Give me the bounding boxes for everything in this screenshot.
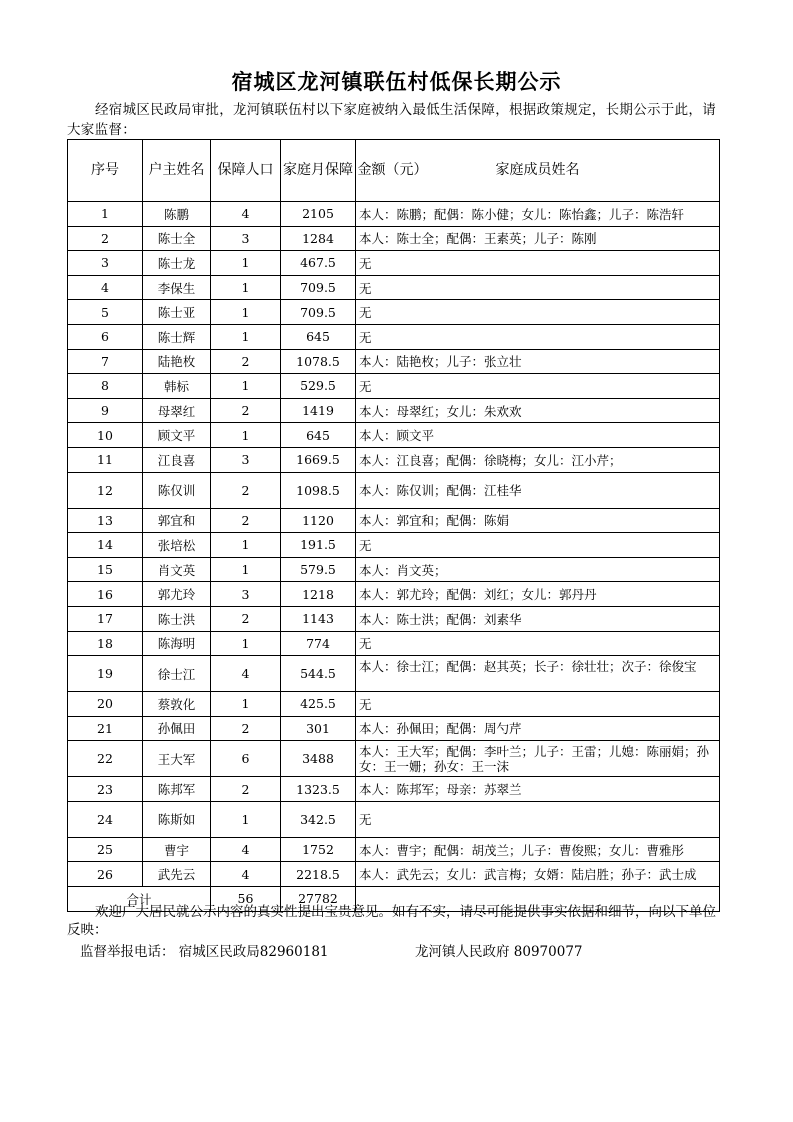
row-head-name: 陈斯如 [143,801,211,837]
row-count: 1 [211,423,281,448]
header-index: 序号 [68,140,143,202]
table-row [68,300,720,325]
table-row [68,837,720,862]
row-count: 2 [211,777,281,802]
row-index: 14 [68,533,143,558]
row-members: 本人：陈邦军；母亲：苏翠兰 [356,777,720,802]
table-row [68,398,720,423]
total-amount: 27782 [281,887,356,912]
contact-civil-affairs: 监督举报电话： 宿城区民政局82960181 [80,944,329,960]
row-index: 1 [68,202,143,227]
row-amount: 2218.5 [281,862,356,887]
row-amount: 529.5 [281,374,356,399]
row-index: 6 [68,324,143,349]
row-head-name: 陈士全 [143,226,211,251]
row-count: 1 [211,324,281,349]
table-row [68,374,720,399]
row-amount: 3488 [281,741,356,777]
row-amount: 1143 [281,606,356,631]
row-index: 10 [68,423,143,448]
row-count: 3 [211,582,281,607]
row-amount: 1078.5 [281,349,356,374]
row-members: 本人：郭宜和；配偶：陈娟 [356,508,720,533]
table-row [68,801,720,837]
table-row [68,692,720,717]
row-head-name: 陈鹏 [143,202,211,227]
row-index: 21 [68,716,143,741]
row-members: 本人：母翠红；女儿：朱欢欢 [356,398,720,423]
row-index: 22 [68,741,143,777]
row-amount: 301 [281,716,356,741]
row-members: 本人：孙佩田；配偶：周勺芹 [356,716,720,741]
row-count: 2 [211,606,281,631]
row-count: 3 [211,226,281,251]
intro-paragraph: 经宿城区民政局审批，龙河镇联伍村以下家庭被纳入最低生活保障，根据政策规定，长期公示于此，请大家监督： [67,102,716,138]
row-members: 无 [356,631,720,656]
row-count: 1 [211,275,281,300]
footer-note: 欢迎广大居民就公示内容的真实性提出宝贵意见。如有不实，请尽可能提供事实依据和细节，向以下单位反映： [67,904,716,938]
row-index: 5 [68,300,143,325]
row-members: 本人：陈仅训；配偶：江桂华 [356,472,720,508]
row-index: 13 [68,508,143,533]
row-index: 8 [68,374,143,399]
row-members: 本人：曹宇；配偶：胡茂兰；儿子：曹俊熙；女儿：曹雅彤 [356,837,720,862]
row-amount: 1669.5 [281,447,356,472]
row-count: 2 [211,398,281,423]
row-amount: 1120 [281,508,356,533]
row-head-name: 郭宜和 [143,508,211,533]
row-head-name: 曹宇 [143,837,211,862]
row-amount: 544.5 [281,656,356,692]
row-count: 1 [211,533,281,558]
row-index: 2 [68,226,143,251]
row-count: 1 [211,300,281,325]
row-members: 本人：王大军；配偶：李叶兰；儿子：王雷；儿媳：陈丽娟；孙女：王一姗；孙女：王一沫 [356,741,720,777]
table-row [68,423,720,448]
header-count: 保障人口 [211,140,281,202]
row-members: 本人：顾文平 [356,423,720,448]
row-amount: 774 [281,631,356,656]
table-row [68,716,720,741]
row-count: 4 [211,202,281,227]
row-head-name: 郭尤玲 [143,582,211,607]
row-amount: 645 [281,423,356,448]
row-members: 本人：江良喜；配偶：徐晓梅；女儿：江小芹； [356,447,720,472]
row-head-name: 陆艳枚 [143,349,211,374]
row-index: 9 [68,398,143,423]
row-count: 2 [211,508,281,533]
row-members: 无 [356,251,720,276]
row-count: 2 [211,716,281,741]
row-head-name: 母翠红 [143,398,211,423]
row-members: 无 [356,374,720,399]
row-members: 无 [356,801,720,837]
row-amount: 645 [281,324,356,349]
row-head-name: 陈海明 [143,631,211,656]
row-amount: 342.5 [281,801,356,837]
row-amount: 1323.5 [281,777,356,802]
row-head-name: 肖文英 [143,557,211,582]
row-head-name: 徐士江 [143,656,211,692]
row-amount: 1419 [281,398,356,423]
row-index: 18 [68,631,143,656]
row-index: 11 [68,447,143,472]
table-row [68,324,720,349]
table-row [68,447,720,472]
row-count: 1 [211,801,281,837]
row-head-name: 江良喜 [143,447,211,472]
row-members: 无 [356,275,720,300]
row-members: 本人：徐士江；配偶：赵其英；长子：徐壮壮；次子：徐俊宝 [356,656,720,692]
row-amount: 191.5 [281,533,356,558]
row-count: 1 [211,251,281,276]
row-members: 无 [356,533,720,558]
table-row [68,862,720,887]
row-head-name: 陈士亚 [143,300,211,325]
row-members: 无 [356,692,720,717]
row-members: 无 [356,300,720,325]
table-row [68,741,720,777]
row-count: 1 [211,631,281,656]
row-head-name: 陈邦军 [143,777,211,802]
table-row [68,631,720,656]
row-head-name: 陈仅训 [143,472,211,508]
table-row [68,349,720,374]
table-row [68,606,720,631]
row-head-name: 蔡敦化 [143,692,211,717]
table-row [68,275,720,300]
row-head-name: 陈士辉 [143,324,211,349]
row-amount: 709.5 [281,300,356,325]
row-head-name: 陈士龙 [143,251,211,276]
row-count: 1 [211,692,281,717]
row-index: 25 [68,837,143,862]
header-members: 家庭成员姓名 [356,140,720,202]
row-head-name: 李保生 [143,275,211,300]
row-members: 本人：肖文英； [356,557,720,582]
header-amount: 家庭月保障 金额（元） [281,140,356,202]
row-count: 2 [211,472,281,508]
table-row [68,656,720,692]
row-head-name: 顾文平 [143,423,211,448]
row-index: 26 [68,862,143,887]
header-head-name: 户主姓名 [143,140,211,202]
row-amount: 2105 [281,202,356,227]
table-row [68,533,720,558]
row-count: 4 [211,656,281,692]
row-amount: 1752 [281,837,356,862]
row-index: 3 [68,251,143,276]
row-index: 15 [68,557,143,582]
row-members: 本人：武先云；女儿：武言梅；女婿：陆启胜；孙子：武士成 [356,862,720,887]
row-amount: 1284 [281,226,356,251]
row-index: 16 [68,582,143,607]
table-row [68,202,720,227]
table-row [68,226,720,251]
row-members: 本人：陈士洪；配偶：刘素华 [356,606,720,631]
row-members: 本人：陈士全；配偶：王素英；儿子：陈刚 [356,226,720,251]
row-count: 4 [211,837,281,862]
row-members: 本人：陈鹏；配偶：陈小健；女儿：陈怡鑫；儿子：陈浩轩 [356,202,720,227]
table-row [68,472,720,508]
table-row [68,777,720,802]
table-row [68,557,720,582]
row-amount: 467.5 [281,251,356,276]
table-row [68,582,720,607]
row-amount: 1218 [281,582,356,607]
row-index: 24 [68,801,143,837]
row-amount: 709.5 [281,275,356,300]
row-count: 1 [211,374,281,399]
row-head-name: 王大军 [143,741,211,777]
row-index: 19 [68,656,143,692]
row-index: 20 [68,692,143,717]
row-members: 无 [356,324,720,349]
table-row [68,508,720,533]
subsidy-table [67,139,720,912]
row-members: 本人：陆艳枚；儿子：张立壮 [356,349,720,374]
row-index: 17 [68,606,143,631]
row-count: 6 [211,741,281,777]
table-header-row [68,140,720,202]
row-count: 2 [211,349,281,374]
page-title: 宿城区龙河镇联伍村低保长期公示 [231,69,562,94]
row-index: 12 [68,472,143,508]
row-index: 23 [68,777,143,802]
row-head-name: 孙佩田 [143,716,211,741]
row-count: 3 [211,447,281,472]
row-amount: 1098.5 [281,472,356,508]
row-count: 1 [211,557,281,582]
table-row [68,251,720,276]
row-count: 4 [211,862,281,887]
row-head-name: 陈士洪 [143,606,211,631]
row-head-name: 韩标 [143,374,211,399]
row-head-name: 张培松 [143,533,211,558]
total-label: 合计 [68,887,211,912]
row-amount: 579.5 [281,557,356,582]
row-head-name: 武先云 [143,862,211,887]
contact-town-government: 龙河镇人民政府 80970077 [415,944,583,960]
row-index: 7 [68,349,143,374]
total-count: 56 [211,887,281,912]
row-amount: 425.5 [281,692,356,717]
row-index: 4 [68,275,143,300]
row-members: 本人：郭尤玲；配偶：刘红；女儿：郭丹丹 [356,582,720,607]
